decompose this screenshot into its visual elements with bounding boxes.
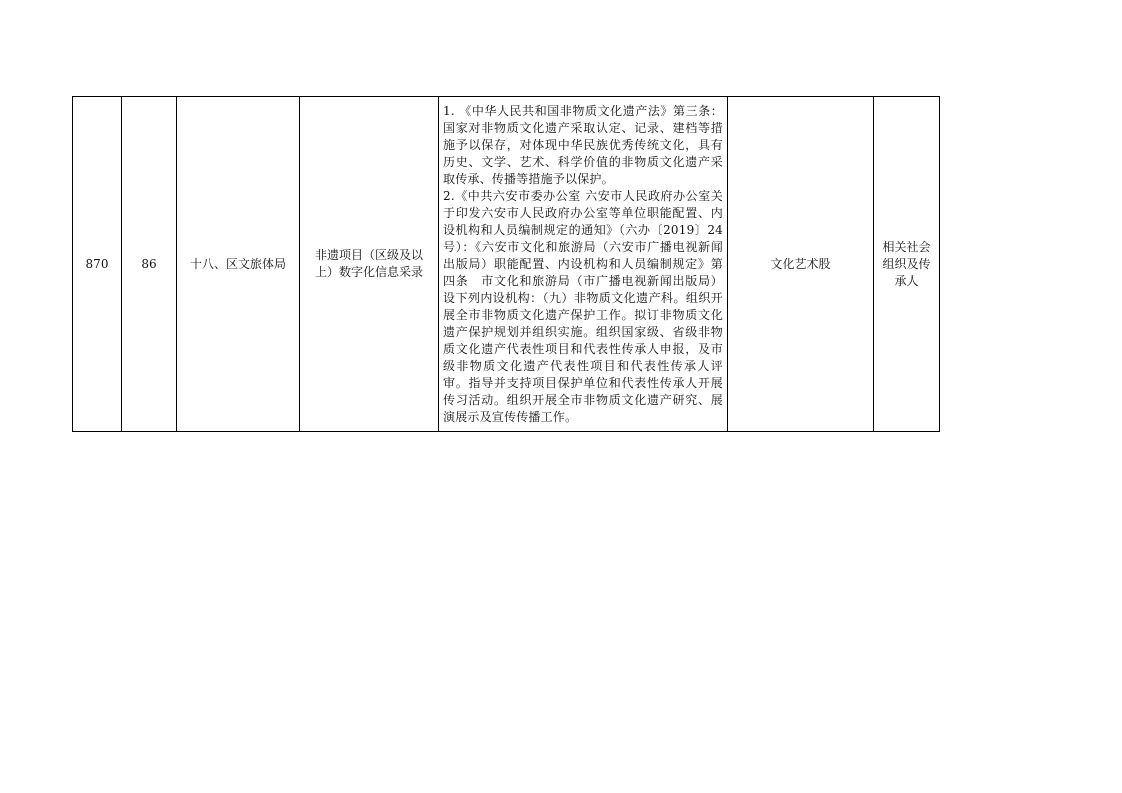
department-name: 十八、区文旅体局 xyxy=(189,256,286,271)
department-cell xyxy=(177,97,300,432)
responsible-unit: 文化艺术股 xyxy=(770,256,831,271)
item-cell xyxy=(300,97,439,432)
seq-number: 870 xyxy=(85,256,109,271)
responsible-unit-cell xyxy=(728,97,874,432)
basis-paragraph-2: 2.《中共六安市委办公室 六安市人民政府办公室关于印发六安市人民政府办公室等单位职能配置、内设机构和人员编制规定的通知》（六办〔2019〕24号）：《六安市文化和旅游局（六安市广播电视新闻出版局）职能配置、内设机构和人员编制规定》第四条 市文化和旅游局（市广播电视新闻出版局）设下列内设机构：（九）非物质文化遗产科。组织开展全市非物质文化遗产保护工作。拟订非物质文化遗产保护规划并组织实施。组织国家级、省级非物质文化遗产代表性项目和代表性传承人申报，及市级非物质文化遗产代表性项目和代表性传承人评审。指导并支持项目保护单位和代表性传承人开展传习活动。组织开展全市非物质文化遗产研究、展演展示及宣传传播工作。 xyxy=(443,189,723,424)
related-party-cell xyxy=(874,97,940,432)
related-party: 相关社会组织及传承人 xyxy=(882,239,931,288)
basis-paragraph-1: 1. 《中华人民共和国非物质文化遗产法》第三条：国家对非物质文化遗产采取认定、记录、建档等措施予以保存，对体现中华民族优秀传统文化，具有历史、文学、艺术、科学价值的非物质文化遗产采取传承、传播等措施予以保护。 xyxy=(443,104,723,186)
basis-cell xyxy=(439,97,728,432)
seq-cell xyxy=(73,97,122,432)
table-row xyxy=(73,97,940,432)
item-name: 非遗项目（区级及以上）数字化信息采录 xyxy=(314,248,423,279)
record-table xyxy=(72,96,940,432)
sub-seq-cell xyxy=(122,97,177,432)
basis-text xyxy=(439,102,727,426)
sub-seq-number: 86 xyxy=(141,256,157,271)
